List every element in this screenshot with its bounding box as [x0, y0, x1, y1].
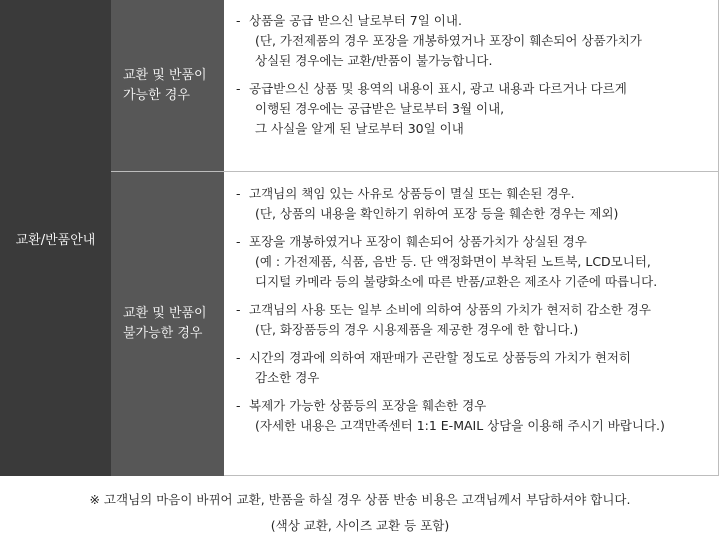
item-line: (예 : 가전제품, 식품, 음반 등. 단 액정화면이 부착된 노트북, LCD모니터,: [255, 254, 651, 269]
section-heading: [111, 172, 224, 476]
item-line: (단, 화장품등의 경우 시용제품을 제공한 경우에 한 합니다.): [255, 322, 579, 337]
side-label: 교환/반품안내: [0, 0, 111, 476]
shipping-cost-notice: [0, 487, 720, 539]
item-line: (자세한 내용은 고객만족센터 1:1 E-MAIL 상담을 이용해 주시기 바랍니다.): [255, 418, 665, 433]
item-line: 감소한 경우: [255, 370, 320, 385]
item-line: (단, 가전제품의 경우 포장을 개봉하였거나 포장이 훼손되어 상품가치가: [255, 33, 642, 48]
list-item: - 고객님의 사용 또는 일부 소비에 의하여 상품의 가치가 현저히 감소한 경우 (단, 화장품등의 경우 시용제품을 제공한 경우에 한 합니다.): [224, 300, 719, 340]
item-line: 시간의 경과에 의하여 재판매가 곤란할 정도로 상품등의 가치가 현저히: [249, 350, 631, 365]
list-item: - 복제가 가능한 상품등의 포장을 훼손한 경우 (자세한 내용은 고객만족센터 1:1 E-MAIL 상담을 이용해 주시기 바랍니다.): [224, 396, 719, 436]
item-line: 이행된 경우에는 공급받은 날로부터 3월 이내,: [255, 101, 505, 116]
list-item: - 포장을 개봉하였거나 포장이 훼손되어 상품가치가 상실된 경우 (예 : 가전제품, 식품, 음반 등. 단 액정화면이 부착된 노트북, LCD모니터, 디지털 카메라 등의 불량화소에 따른 반품/교환은 제조사 기준에 따릅니다.: [224, 232, 719, 292]
list-item: - 시간의 경과에 의하여 재판매가 곤란할 정도로 상품등의 가치가 현저히 감소한 경우: [224, 348, 719, 388]
list-item: - 공급받으신 상품 및 용역의 내용이 표시, 광고 내용과 다르거나 다르게 이행된 경우에는 공급받은 날로부터 3월 이내, 그 사실을 알게 된 날로부터 30일 이내: [224, 79, 719, 139]
section-heading-line: 불가능한 경우: [123, 326, 203, 341]
section-non-returnable: [111, 171, 719, 476]
item-line: 공급받으신 상품 및 용역의 내용이 표시, 광고 내용과 다르거나 다르게: [249, 81, 627, 96]
condition-list: [224, 0, 719, 147]
item-line: 그 사실을 알게 된 날로부터 30일 이내: [255, 121, 464, 136]
item-line: 상실된 경우에는 교환/반품이 불가능합니다.: [255, 53, 493, 68]
list-item: - 상품을 공급 받으신 날로부터 7일 이내. (단, 가전제품의 경우 포장을 개봉하였거나 포장이 훼손되어 상품가치가 상실된 경우에는 교환/반품이 불가능합니다.: [224, 11, 719, 71]
section-heading-line: 가능한 경우: [123, 87, 190, 103]
item-line: 고객님의 사용 또는 일부 소비에 의하여 상품의 가치가 현저히 감소한 경우: [249, 302, 651, 317]
section-heading: [111, 0, 224, 171]
item-line: 상품을 공급 받으신 날로부터 7일 이내.: [249, 13, 462, 28]
list-item: - 고객님의 책임 있는 사유로 상품등이 멸실 또는 훼손된 경우. (단, 상품의 내용을 확인하기 위하여 포장 등을 훼손한 경우는 제외): [224, 184, 719, 224]
condition-list: [224, 172, 719, 444]
section-returnable: [111, 0, 719, 171]
section-heading-line: 교환 및 반품이: [123, 306, 207, 321]
item-line: 포장을 개봉하였거나 포장이 훼손되어 상품가치가 상실된 경우: [249, 234, 587, 249]
item-line: 고객님의 책임 있는 사유로 상품등이 멸실 또는 훼손된 경우.: [249, 186, 575, 201]
item-line: 복제가 가능한 상품등의 포장을 훼손한 경우: [249, 398, 487, 413]
section-heading-line: 교환 및 반품이: [123, 67, 207, 83]
notice-line: ※ 고객님의 마음이 바뀌어 교환, 반품을 하실 경우 상품 반송 비용은 고객님께서 부담하셔야 합니다.: [89, 492, 631, 507]
notice-line: (색상 교환, 사이즈 교환 등 포함): [270, 518, 450, 533]
item-line: (단, 상품의 내용을 확인하기 위하여 포장 등을 훼손한 경우는 제외): [255, 206, 619, 221]
item-line: 디지털 카메라 등의 불량화소에 따른 반품/교환은 제조사 기준에 따릅니다.: [255, 274, 658, 289]
